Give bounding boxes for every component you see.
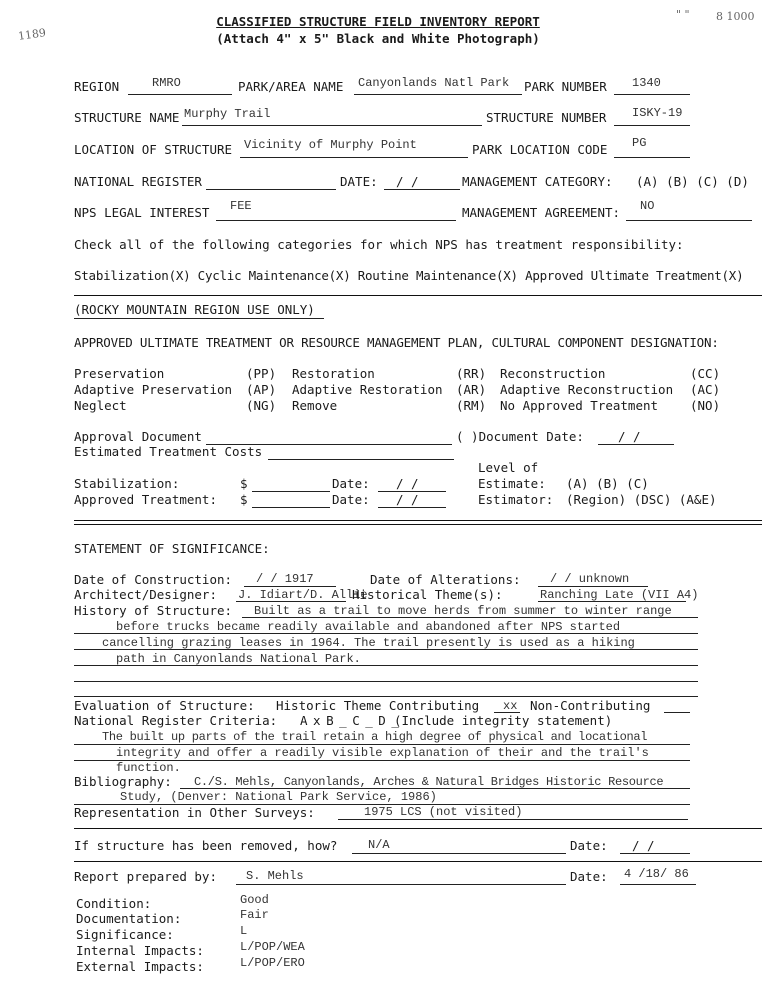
prepared-date-label: Date:: [570, 869, 608, 884]
code-row-1-key2: (RR): [456, 366, 487, 381]
code-row-3-key2: (RM): [456, 398, 487, 413]
significance-value: L: [240, 924, 248, 938]
alterations-date: / / unknown: [550, 572, 630, 586]
nps-legal-interest-value: FEE: [230, 199, 252, 213]
code-row-1-key3: (CC): [690, 366, 721, 381]
section-rule: [74, 861, 762, 862]
management-agreement-label: MANAGEMENT AGREEMENT:: [462, 205, 621, 220]
criteria-value: A x B _ C _ D _: [300, 713, 398, 728]
contributing-mark: xx: [503, 699, 518, 713]
cultural-component-heading: APPROVED ULTIMATE TREATMENT OR RESOURCE MANAGEMENT PLAN, CULTURAL COMPONENT DESIGNATION:: [74, 335, 719, 350]
section-rule: [74, 828, 762, 829]
structure-name-label: STRUCTURE NAME: [74, 110, 180, 125]
evaluation-label: Evaluation of Structure:: [74, 698, 255, 713]
representation-value: 1975 LCS (not visited): [364, 805, 523, 819]
removal-value: N/A: [368, 838, 390, 852]
approved-treatment-dollar: $: [240, 492, 248, 507]
region-label: REGION: [74, 79, 120, 94]
integrity-line-2: integrity and offer a readily visible explanation of their and the trail's: [116, 746, 649, 760]
integrity-note: (Include integrity statement): [394, 713, 613, 728]
estimator-label: Estimator:: [478, 492, 554, 507]
stabilization-date-label: Date:: [332, 476, 370, 491]
removal-date-blank: / /: [632, 838, 655, 853]
management-agreement-value: NO: [640, 199, 655, 213]
code-row-2-key1: (AP): [246, 382, 277, 397]
report-title: CLASSIFIED STRUCTURE FIELD INVENTORY REPORT: [216, 14, 540, 29]
theme-value: Ranching Late (VII A4): [540, 588, 699, 602]
internal-impacts-value: L/POP/WEA: [240, 940, 305, 954]
code-row-1-key1: (PP): [246, 366, 277, 381]
documentation-label: Documentation:: [76, 911, 182, 926]
national-register-label: NATIONAL REGISTER: [74, 174, 202, 189]
significance-label: Significance:: [76, 927, 174, 942]
margin-mark-2: 8 1000: [716, 10, 755, 23]
code-row-1-col2: Restoration: [292, 366, 375, 381]
stabilization-dollar: $: [240, 476, 248, 491]
bibliography-label: Bibliography:: [74, 774, 172, 789]
code-row-2-key2: (AR): [456, 382, 487, 397]
architect-value: J. Idiart/D. Allie: [238, 588, 368, 602]
treatment-categories: Stabilization(X) Cyclic Maintenance(X) Routine Maintenance(X) Approved Ultimate Treatment(X): [74, 268, 744, 283]
structure-number-label: STRUCTURE NUMBER: [486, 110, 607, 125]
internal-impacts-label: Internal Impacts:: [76, 943, 204, 958]
code-row-3-col1: Neglect: [74, 398, 127, 413]
condition-label: Condition:: [76, 896, 152, 911]
history-line-1: Built as a trail to move herds from summer to winter range: [254, 604, 672, 618]
code-row-1-col1: Preservation: [74, 366, 165, 381]
architect-label: Architect/Designer:: [74, 587, 217, 602]
prepared-by-value: S. Mehls: [246, 869, 304, 883]
documentation-value: Fair: [240, 908, 269, 922]
integrity-line-3: function.: [116, 761, 181, 775]
alterations-label: Date of Alterations:: [370, 572, 521, 587]
criteria-label: National Register Criteria:: [74, 713, 278, 728]
theme-label: Historical Theme(s):: [352, 587, 503, 602]
document-date-label: ( )Document Date:: [456, 429, 584, 444]
condition-value: Good: [240, 893, 269, 907]
nr-date-label: DATE:: [340, 174, 378, 189]
construction-label: Date of Construction:: [74, 572, 233, 587]
code-row-2-col1: Adaptive Preservation: [74, 382, 233, 397]
history-line-4: path in Canyonlands National Park.: [116, 652, 361, 666]
estimator-options: (Region) (DSC) (A&E): [566, 492, 717, 507]
non-contributing-label: Non-Contributing: [530, 698, 651, 713]
estimate-label: Estimate:: [478, 476, 546, 491]
nps-legal-interest-label: NPS LEGAL INTEREST: [74, 205, 210, 220]
code-row-2-col2: Adaptive Restoration: [292, 382, 443, 397]
approved-treatment-label: Approved Treatment:: [74, 492, 217, 507]
rocky-mountain-label: (ROCKY MOUNTAIN REGION USE ONLY): [74, 302, 315, 317]
treatment-instruction: Check all of the following categories for which NPS has treatment responsibility:: [74, 237, 684, 252]
structure-number-value: ISKY-19: [632, 106, 683, 120]
removal-date-label: Date:: [570, 838, 608, 853]
park-area-value: Canyonlands Natl Park: [358, 76, 510, 90]
region-value: RMRO: [152, 76, 181, 90]
prepared-by-label: Report prepared by:: [74, 869, 217, 884]
structure-name-value: Murphy Trail: [184, 107, 271, 121]
bibliography-line-2: Study, (Denver: National Park Service, 1986): [120, 790, 437, 804]
bibliography-line-1: C./S. Mehls, Canyonlands, Arches & Natural Bridges Historic Resource: [194, 775, 664, 789]
park-number-label: PARK NUMBER: [524, 79, 607, 94]
park-location-code-value: PG: [632, 136, 647, 150]
document-date-blank: / /: [618, 429, 641, 444]
significance-heading: STATEMENT OF SIGNIFICANCE:: [74, 541, 270, 556]
approval-document-label: Approval Document: [74, 429, 202, 444]
representation-label: Representation in Other Surveys:: [74, 805, 315, 820]
section-rule: [74, 295, 762, 296]
location-value: Vicinity of Murphy Point: [244, 138, 417, 152]
level-of-label: Level of: [478, 460, 539, 475]
management-category-label: MANAGEMENT CATEGORY:: [462, 174, 613, 189]
report-subtitle: (Attach 4" x 5" Black and White Photograph): [216, 31, 540, 46]
integrity-line-1: The built up parts of the trail retain a high degree of physical and locational: [102, 730, 648, 744]
code-row-3-key3: (NO): [690, 398, 721, 413]
management-category-options: (A) (B) (C) (D): [636, 174, 749, 189]
construction-date: / / 1917: [256, 572, 314, 586]
code-row-3-key1: (NG): [246, 398, 277, 413]
approved-treatment-date-blank: / /: [396, 492, 419, 507]
code-row-1-col3: Reconstruction: [500, 366, 606, 381]
contributing-label: Historic Theme Contributing: [276, 698, 480, 713]
external-impacts-value: L/POP/ERO: [240, 956, 305, 970]
location-label: LOCATION OF STRUCTURE: [74, 142, 233, 157]
margin-number: 1189: [17, 26, 47, 43]
code-row-2-col3: Adaptive Reconstruction: [500, 382, 674, 397]
nr-date-blank: / /: [396, 174, 419, 189]
code-row-2-key3: (AC): [690, 382, 721, 397]
code-row-3-col2: Remove: [292, 398, 338, 413]
history-line-2: before trucks became readily available and abandoned after NPS started: [116, 620, 621, 634]
park-location-code-label: PARK LOCATION CODE: [472, 142, 608, 157]
section-rule: [74, 520, 762, 521]
stabilization-label: Stabilization:: [74, 476, 180, 491]
stabilization-date-blank: / /: [396, 476, 419, 491]
park-number-value: 1340: [632, 76, 661, 90]
history-label: History of Structure:: [74, 603, 233, 618]
external-impacts-label: External Impacts:: [76, 959, 204, 974]
code-row-3-col3: No Approved Treatment: [500, 398, 659, 413]
estimate-options: (A) (B) (C): [566, 476, 649, 491]
approved-treatment-date-label: Date:: [332, 492, 370, 507]
section-rule: [74, 524, 762, 525]
prepared-date-value: 4 /18/ 86: [624, 867, 689, 881]
removal-label: If structure has been removed, how?: [74, 838, 338, 853]
margin-mark-1: " ": [676, 8, 690, 21]
park-area-label: PARK/AREA NAME: [238, 79, 344, 94]
history-line-3: cancelling grazing leases in 1964. The trail presently is used as a hiking: [102, 636, 635, 650]
estimated-costs-label: Estimated Treatment Costs: [74, 444, 263, 459]
